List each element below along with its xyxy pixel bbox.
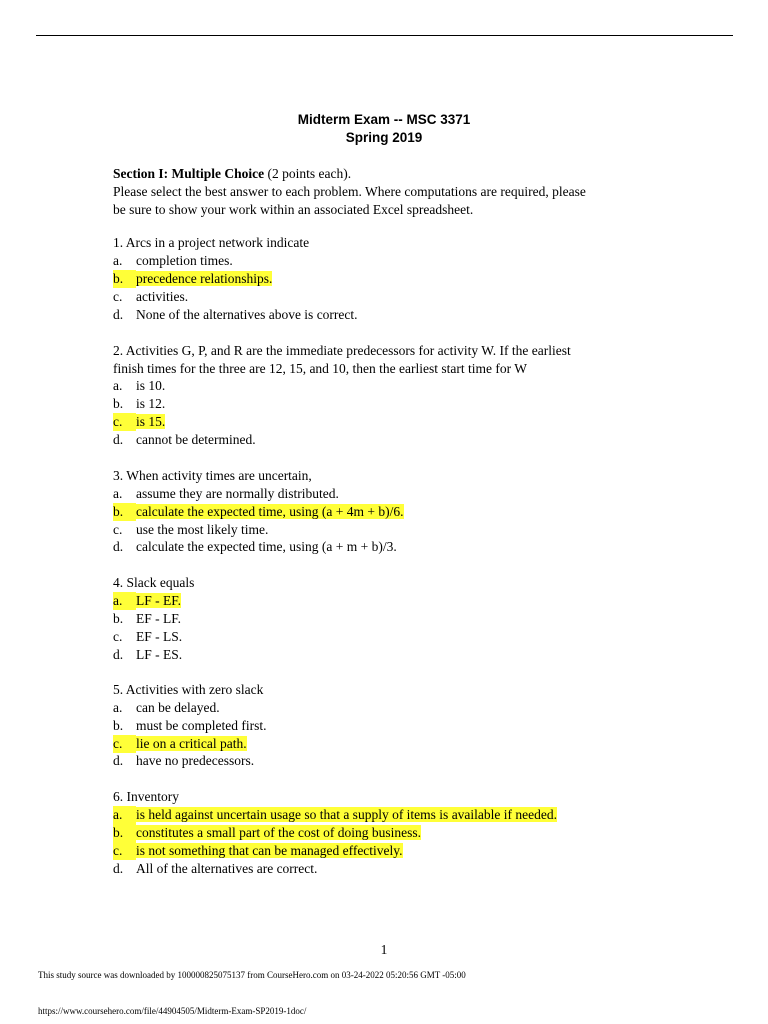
download-notice: This study source was downloaded by 100000825075137 from CourseHero.com on 03-24-2022 05:20:56 GMT -05:00 xyxy=(38,970,466,980)
question-stem: 3. When activity times are uncertain, xyxy=(113,468,312,483)
option-d xyxy=(113,860,317,878)
option-a xyxy=(113,485,339,503)
option-a xyxy=(113,699,220,717)
option-d xyxy=(113,306,358,324)
option-text: is 15. xyxy=(136,414,166,429)
option-label: a. xyxy=(113,253,123,268)
option-b xyxy=(113,395,165,413)
option-c xyxy=(113,288,188,306)
option-c-highlighted xyxy=(113,842,403,860)
page-number: 1 xyxy=(380,942,388,957)
option-c xyxy=(113,628,182,646)
option-c-highlighted xyxy=(113,413,165,431)
option-d xyxy=(113,431,256,449)
option-c-highlighted xyxy=(113,735,247,753)
option-label: c. xyxy=(113,289,123,304)
instructions-line-2: be sure to show your work within an associated Excel spreadsheet. xyxy=(113,202,474,217)
option-text: can be delayed. xyxy=(136,700,220,715)
option-label: d. xyxy=(113,753,124,768)
option-label: c. xyxy=(113,629,123,644)
option-b xyxy=(113,717,266,735)
option-b-highlighted xyxy=(113,503,404,521)
option-label: d. xyxy=(113,307,124,322)
option-label: d. xyxy=(113,647,124,662)
option-a-highlighted xyxy=(113,592,181,610)
question-stem: 6. Inventory xyxy=(113,789,179,804)
option-text: lie on a critical path. xyxy=(136,736,247,751)
option-b-highlighted xyxy=(113,824,421,842)
option-text: calculate the expected time, using (a + m + b)/3. xyxy=(136,539,397,554)
option-text: EF - LS. xyxy=(136,629,183,644)
option-text: activities. xyxy=(136,289,189,304)
option-label: d. xyxy=(113,539,124,554)
option-label: a. xyxy=(113,700,123,715)
option-label: a. xyxy=(113,806,136,824)
option-text: All of the alternatives are correct. xyxy=(136,861,318,876)
option-text: is 10. xyxy=(136,378,166,393)
option-text: is 12. xyxy=(136,396,166,411)
option-d xyxy=(113,646,182,664)
option-text: is not something that can be managed effectively. xyxy=(136,843,403,858)
question-stem: 4. Slack equals xyxy=(113,575,195,590)
option-text: assume they are normally distributed. xyxy=(136,486,339,501)
question-stem-cont: finish times for the three are 12, 15, and 10, then the earliest start time for W xyxy=(113,361,527,376)
section-heading: Section I: Multiple Choice xyxy=(113,166,265,181)
exam-title: Midterm Exam -- MSC 3371 xyxy=(297,112,471,127)
option-text: must be completed first. xyxy=(136,718,267,733)
option-d xyxy=(113,752,254,770)
option-label: b. xyxy=(113,611,124,626)
option-text: EF - LF. xyxy=(136,611,182,626)
instructions-line-1: Please select the best answer to each problem. Where computations are required, please xyxy=(113,184,586,199)
option-c xyxy=(113,521,268,539)
section-heading-line xyxy=(113,165,351,183)
option-a xyxy=(113,252,233,270)
option-label: b. xyxy=(113,503,136,521)
option-b xyxy=(113,610,181,628)
option-label: c. xyxy=(113,522,123,537)
option-text: precedence relationships. xyxy=(136,271,273,286)
option-label: b. xyxy=(113,396,124,411)
option-label: d. xyxy=(113,432,124,447)
option-label: d. xyxy=(113,861,124,876)
option-label: a. xyxy=(113,378,123,393)
question-stem: 5. Activities with zero slack xyxy=(113,682,264,697)
source-url[interactable]: https://www.coursehero.com/file/44904505/Midterm-Exam-SP2019-1doc/ xyxy=(38,1006,307,1016)
option-text: calculate the expected time, using (a + 4m + b)/6. xyxy=(136,504,404,519)
question-stem: 2. Activities G, P, and R are the immediate predecessors for activity W. If the earliest xyxy=(113,343,571,358)
option-text: is held against uncertain usage so that a supply of items is available if needed. xyxy=(136,807,558,822)
option-text: completion times. xyxy=(136,253,233,268)
top-rule xyxy=(36,35,733,36)
option-text: constitutes a small part of the cost of doing business. xyxy=(136,825,421,840)
option-text: have no predecessors. xyxy=(136,753,255,768)
option-label: b. xyxy=(113,270,136,288)
option-label: c. xyxy=(113,842,136,860)
option-text: cannot be determined. xyxy=(136,432,256,447)
option-a xyxy=(113,377,165,395)
option-text: LF - ES. xyxy=(136,647,183,662)
option-b-highlighted xyxy=(113,270,272,288)
option-d xyxy=(113,538,397,556)
option-label: b. xyxy=(113,718,124,733)
option-a-highlighted xyxy=(113,806,557,824)
option-text: LF - EF. xyxy=(136,593,182,608)
section-points: (2 points each). xyxy=(264,166,352,181)
option-label: b. xyxy=(113,824,136,842)
option-label: a. xyxy=(113,592,136,610)
question-stem: 1. Arcs in a project network indicate xyxy=(113,235,310,250)
option-label: c. xyxy=(113,413,136,431)
option-label: c. xyxy=(113,735,136,753)
option-text: None of the alternatives above is correct. xyxy=(136,307,358,322)
option-label: a. xyxy=(113,486,123,501)
option-text: use the most likely time. xyxy=(136,522,269,537)
exam-term: Spring 2019 xyxy=(345,130,423,145)
